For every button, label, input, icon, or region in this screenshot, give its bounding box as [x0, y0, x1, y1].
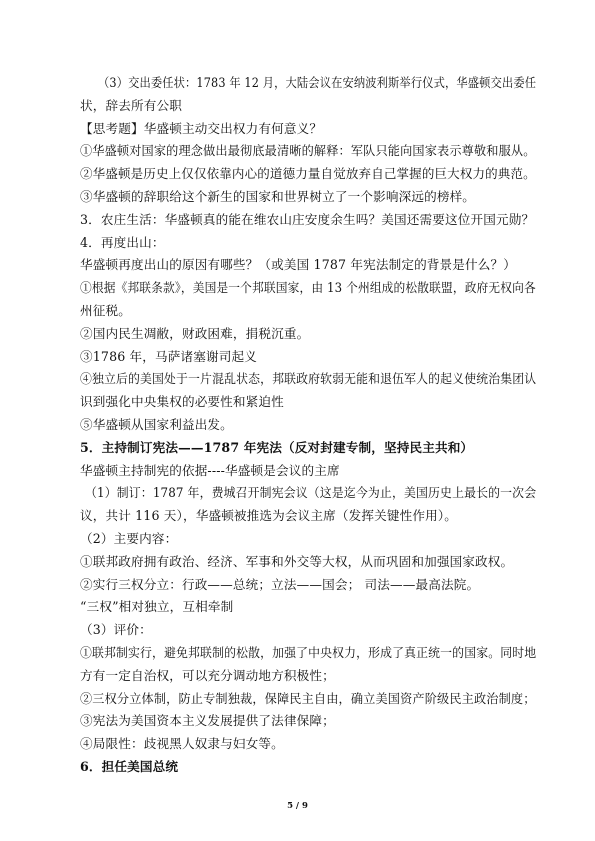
text-line: 识到强化中央集权的必要性和紧迫性 [80, 394, 284, 409]
text-line: 华盛顿主持制宪的依据----华盛顿是会议的主席 [80, 463, 340, 478]
text-line: 州征税。 [80, 303, 131, 318]
text-line: ①联邦政府拥有政治、经济、军事和外交等大权，从而巩固和加强国家政权。 [80, 554, 514, 569]
text-line: ①华盛顿对国家的理念做出最彻底最清晰的解释：军队只能向国家表示尊敬和服从。 [80, 143, 536, 158]
text-line: ①联邦制实行，避免邦联制的松散，加强了中央权力，形成了真正统一的国家。同时地 [80, 645, 537, 660]
question-heading: 【思考题】华盛顿主动交出权力有何意义？ [80, 121, 323, 136]
text-line: 议，共计 116 天），华盛顿被推选为会议主席（发挥关键性作用）。 [80, 508, 458, 523]
text-line: （1）制订：1787 年，费城召开制宪会议（这是迄今为止，美国历史上最长的一次会 [85, 485, 537, 500]
section-heading: 6．担任美国总统 [80, 759, 179, 774]
text-line: （3）评价： [80, 622, 152, 637]
text-line: ④局限性：歧视黑人奴隶与妇女等。 [80, 736, 284, 751]
text-line: ②三权分立体制，防止专制独裁，保障民主自由，确立美国资产阶级民主政治制度； [80, 691, 536, 706]
text-line: 华盛顿再度出山的原因有哪些？（或美国 1787 年宪法制定的背景是什么？） [80, 257, 517, 272]
text-line: 3．农庄生活：华盛顿真的能在维农山庄安度余生吗？美国还需要这位开国元勋？ [80, 212, 535, 227]
text-line: ②华盛顿是历史上仅仅依靠内心的道德力量自觉放弃自己掌握的巨大权力的典范。 [80, 166, 536, 181]
text-line: 4．再度出山： [80, 235, 165, 250]
text-line: ③宪法为美国资本主义发展提供了法律保障； [80, 713, 335, 728]
text-line: ③1786 年，马萨诸塞谢司起义 [80, 349, 257, 364]
text-line: （3）交出委任状：1783 年 12 月，大陆会议在安纳波利斯举行仪式，华盛顿交出委任 [98, 75, 537, 90]
text-line: （2）主要内容： [80, 531, 178, 546]
text-line: ②实行三权分立：行政——总统；立法——国会； 司法——最高法院。 [80, 577, 480, 592]
section-heading: 5．主持制订宪法——1787 年宪法（反对封建专制，坚持民主共和） [80, 440, 474, 455]
text-line: ①根据《邦联条款》，美国是一个邦联国家，由 13 个州组成的松散联盟，政府无权向各 [80, 280, 536, 295]
text-line: 方有一定自治权，可以充分调动地方积极性； [80, 668, 335, 683]
text-line: “三权”相对独立，互相牵制 [80, 599, 234, 614]
text-line: 状，辞去所有公职 [80, 98, 182, 113]
text-line: ②国内民生凋敝，财政困难，捐税沉重。 [80, 326, 310, 341]
text-line: ④独立后的美国处于一片混乱状态，邦联政府软弱无能和退伍军人的起义使统治集团认 [80, 371, 537, 386]
page-number: 5 / 9 [287, 801, 308, 811]
text-line: ③华盛顿的辞职给这个新生的国家和世界树立了一个影响深远的榜样。 [80, 189, 476, 204]
text-line: ⑤华盛顿从国家利益出发。 [80, 417, 233, 432]
